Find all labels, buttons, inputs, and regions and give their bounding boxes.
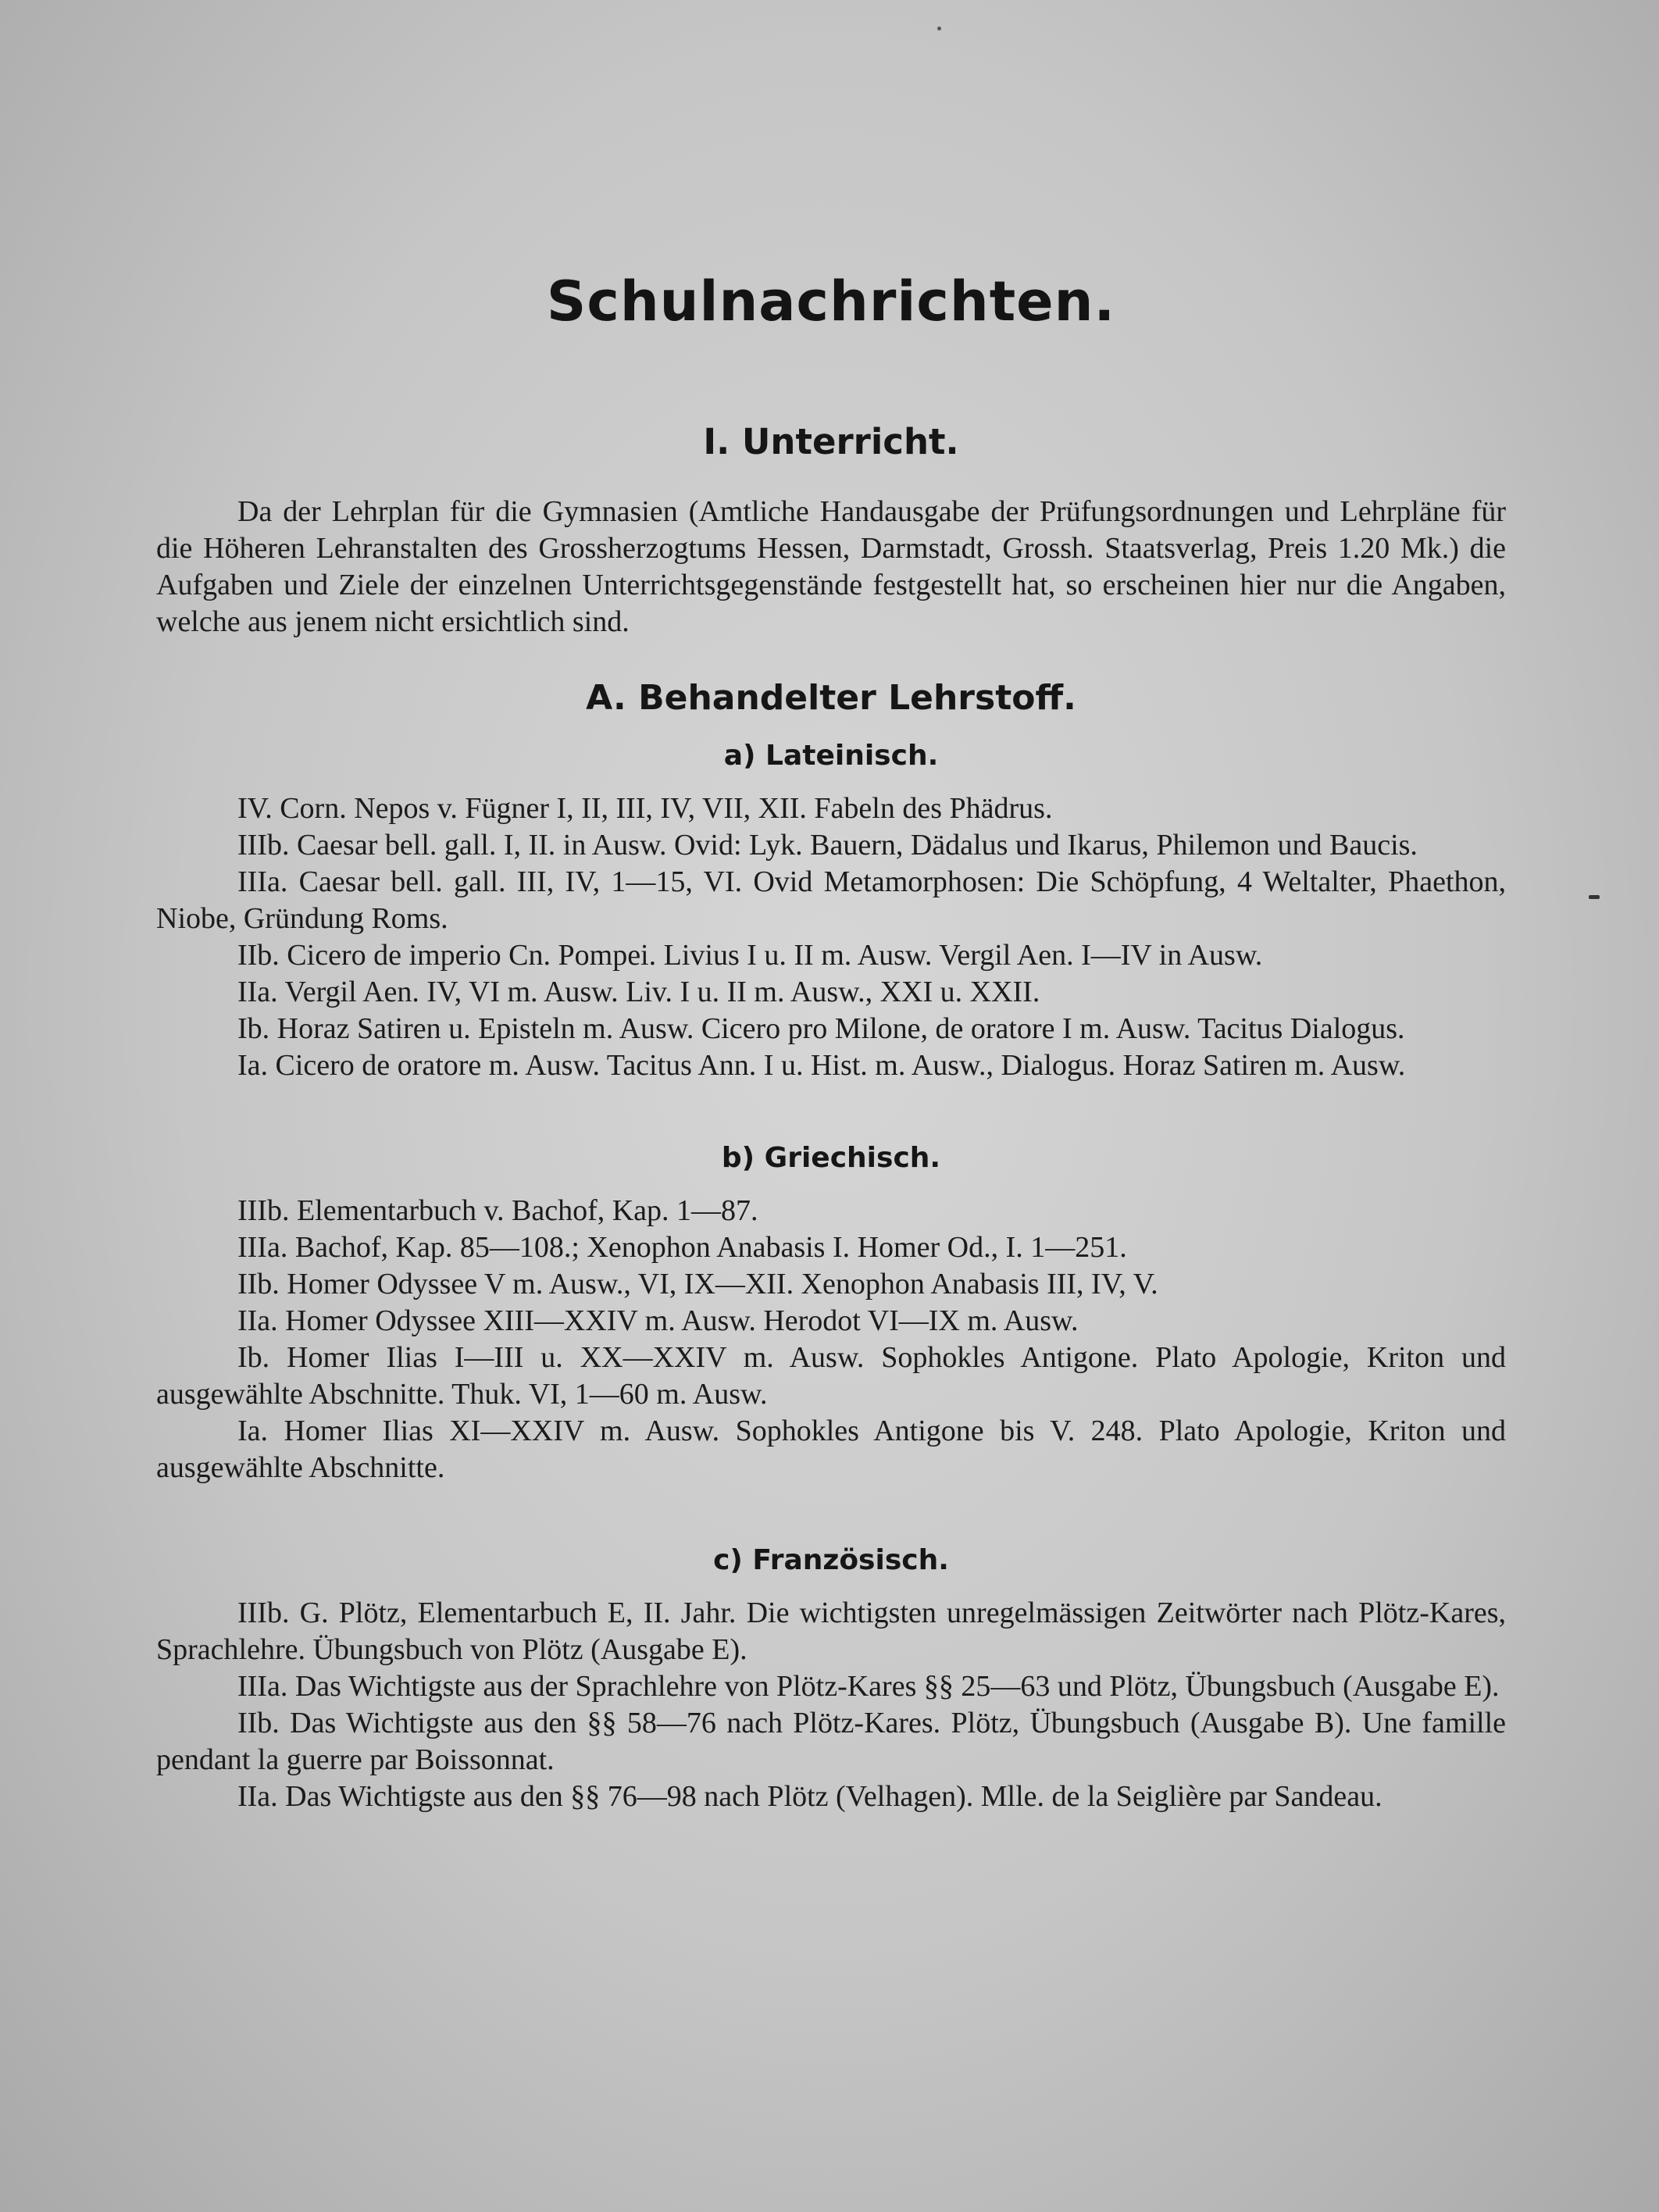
ink-speck — [1589, 895, 1600, 899]
french-entry: IIIa. Das Wichtigste aus der Sprachlehre von Plötz-Kares §§ 25—63 und Plötz, Übungsbuch (Ausgabe E). — [237, 1670, 1500, 1703]
latin-entry: IIIa. Caesar bell. gall. III, IV, 1—15, VI. Ovid Metamorphosen: Die Schöpfung, 4 Weltalter, Phaethon, Niobe, Gründung Roms. — [156, 865, 1506, 935]
latin-entry: IIa. Vergil Aen. IV, VI m. Ausw. Liv. I u. II m. Ausw., XXI u. XXII. — [237, 976, 1040, 1008]
page-title: Schulnachrichten. — [546, 269, 1116, 334]
subject-heading-french: c) Französisch. — [713, 1544, 949, 1576]
greek-entry: Ib. Homer Ilias I—III u. XX—XXIV m. Ausw. Sophokles Antigone. Plato Apologie, Kriton und ausgewählte Abschnitte. Thuk. VI, 1—60 m. Ausw. — [156, 1341, 1506, 1411]
print-dot — [937, 27, 941, 30]
greek-entry: IIIb. Elementarbuch v. Bachof, Kap. 1—87. — [237, 1194, 758, 1227]
french-entry: IIIb. G. Plötz, Elementarbuch E, II. Jahr. Die wichtigsten unregelmässigen Zeitwörter nach Plötz-Kares, Sprachlehre. Übungsbuch von Plötz (Ausgabe E). — [156, 1597, 1506, 1666]
latin-entry: Ia. Cicero de oratore m. Ausw. Tacitus Ann. I u. Hist. m. Ausw., Dialogus. Horaz Satiren m. Ausw. — [237, 1049, 1406, 1082]
section-heading: I. Unterricht. — [703, 421, 959, 462]
french-entry: IIa. Das Wichtigste aus den §§ 76—98 nach Plötz (Velhagen). Mlle. de la Seiglière par Sandeau. — [237, 1780, 1382, 1813]
latin-entry: IV. Corn. Nepos v. Fügner I, II, III, IV, VII, XII. Fabeln des Phädrus. — [237, 792, 1053, 825]
greek-entry: IIa. Homer Odyssee XIII—XXIV m. Ausw. Herodot VI—IX m. Ausw. — [237, 1304, 1079, 1337]
latin-entry: IIIb. Caesar bell. gall. I, II. in Ausw. Ovid: Lyk. Bauern, Dädalus und Ikarus, Philemon und Baucis. — [237, 829, 1418, 862]
greek-entries — [156, 1193, 1506, 1486]
greek-entry: Ia. Homer Ilias XI—XXIV m. Ausw. Sophokles Antigone bis V. 248. Plato Apologie, Kriton und ausgewählte Abschnitte. — [156, 1415, 1506, 1484]
page-content — [156, 269, 1506, 1815]
subject-heading-greek: b) Griechisch. — [721, 1142, 941, 1174]
greek-entry: IIb. Homer Odyssee V m. Ausw., VI, IX—XII. Xenophon Anabasis III, IV, V. — [237, 1268, 1158, 1300]
latin-entry: IIb. Cicero de imperio Cn. Pompei. Livius I u. II m. Ausw. Vergil Aen. I—IV in Ausw. — [237, 939, 1263, 972]
intro-paragraph: Da der Lehrplan für die Gymnasien (Amtliche Handausgabe der Prüfungsordnungen und Lehrpläne für die Höheren Lehranstalten des Grossherzogtums Hessen, Darmstadt, Grossh. Staatsverlag, Preis 1.20 Mk.) die Aufgaben und Ziele der einzelnen Unterrichtsgegenstände festgestellt hat, so erscheinen hier nur die Angaben, welche aus jenem nicht ersichtlich sind. — [156, 495, 1506, 638]
greek-entry: IIIa. Bachof, Kap. 85—108.; Xenophon Anabasis I. Homer Od., I. 1—251. — [237, 1231, 1127, 1264]
latin-entries — [156, 790, 1506, 1084]
latin-entry: Ib. Horaz Satiren u. Episteln m. Ausw. Cicero pro Milone, de oratore I m. Ausw. Tacitus Dialogus. — [237, 1012, 1405, 1045]
subsection-heading: A. Behandelter Lehrstoff. — [586, 678, 1076, 718]
french-entry: IIb. Das Wichtigste aus den §§ 58—76 nach Plötz-Kares. Plötz, Übungsbuch (Ausgabe B). Une famille pendant la guerre par Boissonnat. — [156, 1707, 1506, 1776]
subject-heading-latin: a) Lateinisch. — [723, 740, 939, 772]
french-entries — [156, 1595, 1506, 1815]
